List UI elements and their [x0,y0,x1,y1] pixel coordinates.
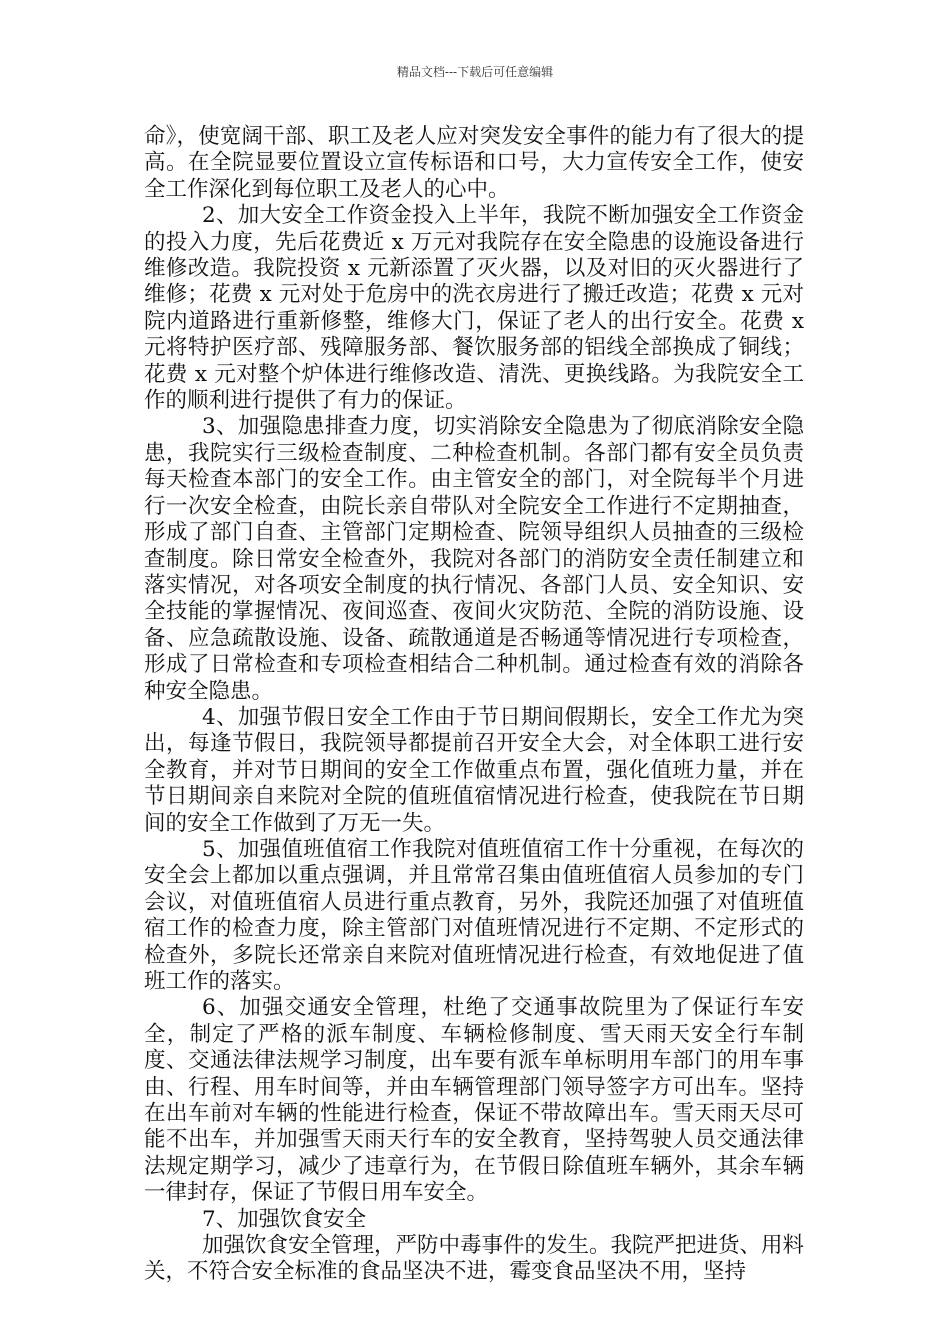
paragraph-8: 加强饮食安全管理，严防中毒事件的发生。我院严把进货、用料关，不符合安全标准的食品坚决不进，霉变食品坚决不用，坚持 [144,1233,805,1285]
paragraph-5: 5、加强值班值宿工作我院对值班值宿工作十分重视，在每次的安全会上都加以重点强调，并且常常召集由值班值宿人员参加的专门会议，对值班值宿人员进行重点教育，另外，我院还加强了对值班值宿工作的检查力度，除主管部门对值班情况进行不定期、不定形式的检查外，多院长还常亲自来院对值班情况进行检查，有效地促进了值班工作的落实。 [144,836,804,994]
paragraph-2: 2、加大安全工作资金投入上半年，我院不断加强安全工作资金的投入力度，先后花费近 x 万元对我院存在安全隐患的设施设备进行维修改造。我院投资 x 元新添置了灭火器，以及对旧的灭火器进行了维修；花费 x 元对处于危房中的洗衣房进行了搬迁改造；花费 x 元对院内道路进行重新修整，维修大门，保证了老人的出行安全。花费 x 元将特护医疗部、残障服务部、餐饮服务部的铝线全部换成了铜线；花费 x 元对整个炉体进行维修改造、清洗、更换线路。为我院安全工作的顺利进行提供了有力的保证。 [144,203,804,414]
paragraph-7-heading: 7、加强饮食安全 [202,1206,367,1232]
paragraph-4: 4、加强节假日安全工作由于节日期间假期长，安全工作尤为突出，每逢节假日，我院领导都提前召开安全大会，对全体职工进行安全教育，并对节日期间的安全工作做重点布置，强化值班力量，并在节日期间亲自来院对全院的值班值宿情况进行检查，使我院在节日期间的安全工作做到了万无一失。 [144,704,804,836]
paragraph-3: 3、加强隐患排查力度，切实消除安全隐患为了彻底消除安全隐患，我院实行三级检查制度、二种检查机制。各部门都有安全员负责每天检查本部门的安全工作。由主管安全的部门，对全院每半个月进行一次安全检查，由院长亲自带队对全院安全工作进行不定期抽查，形成了部门自查、主管部门定期检查、院领导组织人员抽查的三级检查制度。除日常安全检查外，我院对各部门的消防安全责任制建立和落实情况，对各项安全制度的执行情况、各部门人员、安全知识、安全技能的掌握情况、夜间巡查、夜间火灾防范、全院的消防设施、设备、应急疏散设施、设备、疏散通道是否畅通等情况进行专项检查，形成了日常检查和专项检查相结合二种机制。通过检查有效的消除各种安全隐患。 [144,414,804,704]
paragraph-6: 6、加强交通安全管理，杜绝了交通事故院里为了保证行车安全，制定了严格的派车制度、车辆检修制度、雪天雨天安全行车制度、交通法律法规学习制度，出车要有派车单标明用车部门的用车事由、行程、用车时间等，并由车辆管理部门领导签字方可出车。坚持在出车前对车辆的性能进行检查，保证不带故障出车。雪天雨天尽可能不出车，并加强雪天雨天行车的安全教育，坚持驾驶人员交通法律法规定期学习，减少了违章行为，在节假日除值班车辆外，其余车辆一律封存，保证了节假日用车安全。 [144,995,804,1206]
document-body [144,124,804,1286]
page-header: 精品文档---下载后可任意编辑 [396,65,554,79]
paragraph-1: 命》，使宽阔干部、职工及老人应对突发安全事件的能力有了很大的提高。在全院显要位置设立宣传标语和口号，大力宣传安全工作，使安全工作深化到每位职工及老人的心中。 [144,124,804,202]
